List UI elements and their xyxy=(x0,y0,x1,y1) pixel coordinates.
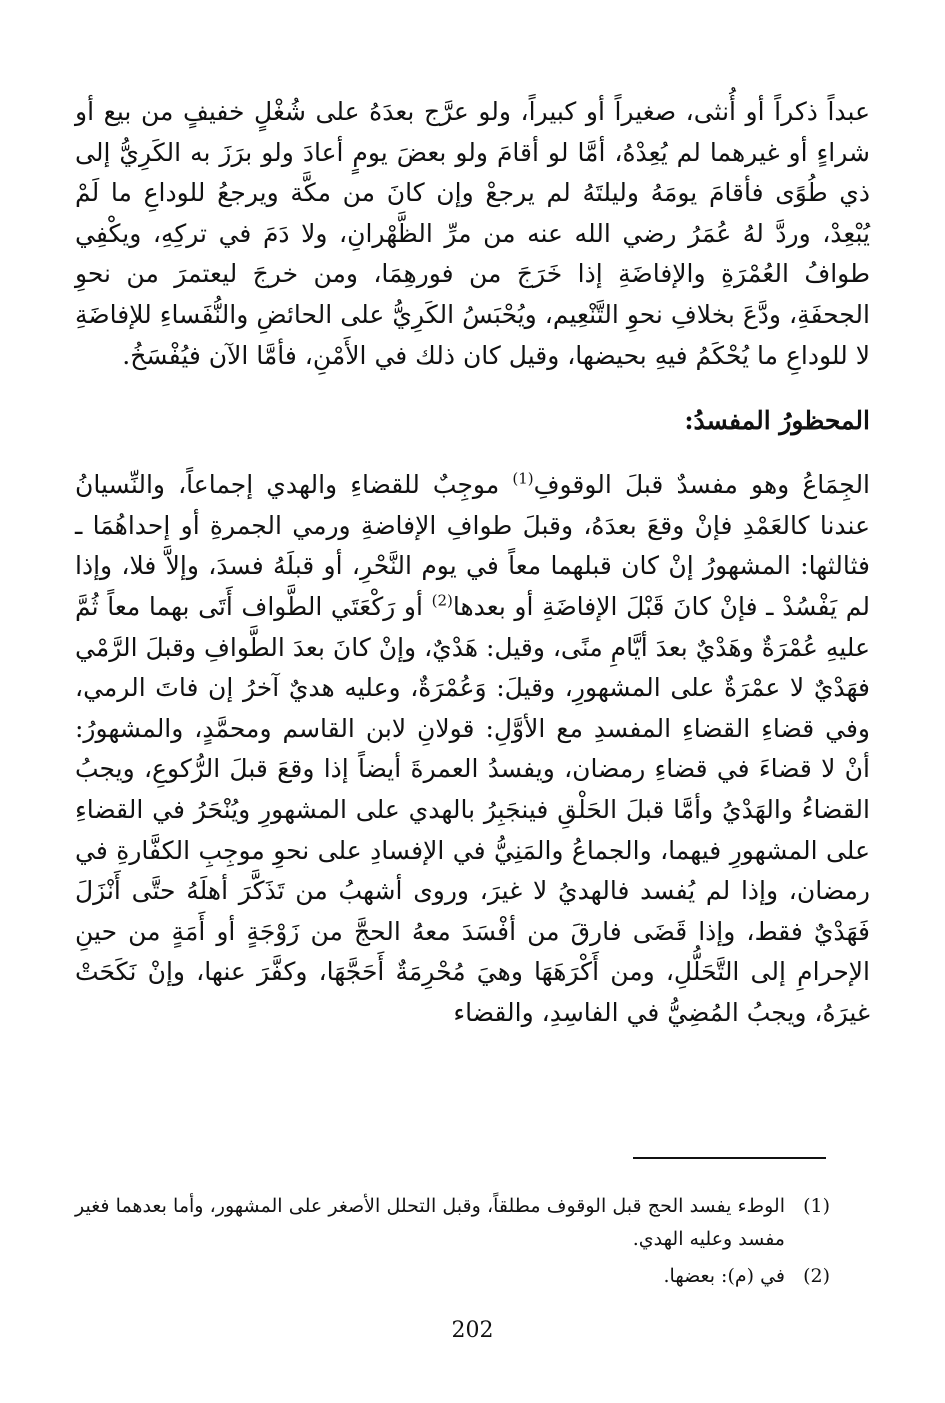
page-content xyxy=(75,92,870,1033)
body-section-1 xyxy=(75,92,870,376)
footnote-item xyxy=(75,1260,830,1293)
paragraph-corrupting-prohibition xyxy=(75,465,870,1033)
paragraph-part-2: موجِبٌ للقضاءِ والهدي إجماعاً، والنِّسيانُ عندنا كالعَمْدِ فإنْ وقعَ بعدَهُ، وقبلَ طوافِ الإفاضةِ ورمي الجمرةِ أو إحداهُمَا ـ فثالثها: المشهورُ إنْ كان قبلهما معاً في يوم النَّحْرِ، أو قبلَهُ فسدَ، وإلاَّ فلا، وإذا لم يَفْسُدْ ـ فإنْ كانَ قَبْلَ الإفاضَةِ أو بعدها xyxy=(75,470,870,621)
paragraph-part-3: أو رَكْعَتَي الطَّواف أَتَى بهما معاً ثُمَّ عليهِ عُمْرَةٌ وهَدْيٌ بعدَ أيَّامِ منًى، وقيل: هَدْيٌ، وإنْ كانَ بعدَ الطَّوافِ وقبلَ الرَّمْي فهَدْيٌ لا عمْرَةٌ على المشهورِ، وقيلَ: وَعُمْرَةٌ، وعليه هديٌ آخرُ إن فاتَ الرمي، وفي قضاءِ القضاءِ المفسدِ مع الأوَّلِ: قولانِ لابن القاسم ومحمَّدٍ، والمشهورُ: أنْ لا قضاءَ في قضاءِ رمضان، ويفسدُ العمرةَ أيضاً إذا وقعَ قبلَ الرُّكوعِ، ويجبُ القضاءُ والهَدْيُ وأمَّا قبلَ الحَلْقِ فينجَبِرُ بالهدي على المشهورِ ويُنْحَرُ في القضاءِ على المشهورِ فيهما، والجماعُ والمَنِيُّ في الإفسادِ على نحوِ موجِبِ الكفَّارةِ في رمضان، وإذا لم يُفسد فالهديُ لا غيرَ، وروى أشهبُ من تَذَكَّرَ أهلَهُ حتَّى أَنْزَلَ فَهَدْيٌ فقط، وإذا قَضَى فارقَ من أفْسَدَ معهُ الحجَّ من زَوْجَةٍ أو أَمَةٍ من حينِ الإحرامِ إلى التَّحَلُّلِ، ومن أَكْرَهَهَا وهيَ مُحْرِمَةٌ أَحَجَّهَا، وكفَّرَ عنها، وإنْ نَكَحَتْ غيرَهُ، ويجبُ المُضِيُّ في الفاسِدِ، والقضاء xyxy=(75,591,870,1027)
footnote-ref-2[interactable]: (2) xyxy=(431,591,453,610)
body-section-2 xyxy=(75,465,870,1033)
footnote-text: في (م): بعضها. xyxy=(663,1265,785,1287)
paragraph-part-1: الجِمَاعُ وهو مفسدٌ قبلَ الوقوفِ xyxy=(533,470,871,500)
footnote-divider xyxy=(633,1157,826,1159)
footnote-item xyxy=(75,1190,830,1256)
section-heading: المحظورُ المفسدُ: xyxy=(684,406,870,436)
footnote-ref-1[interactable]: (1) xyxy=(512,469,534,488)
page-number: 202 xyxy=(451,1318,494,1343)
footnote-number: (2) xyxy=(803,1265,830,1287)
footnote-text: الوطء يفسد الحج قبل الوقوف مطلقاً، وقبل التحلل الأصغر على المشهور، وأما بعدهما فغير مفسد وعليه الهدي. xyxy=(75,1195,785,1250)
footnotes xyxy=(75,1190,830,1297)
paragraph-farewell-tawaf: عبداً ذكراً أو أُنثى، صغيراً أو كبيراً، ولو عرَّج بعدَهُ على شُغْلٍ خفيفٍ من بيع أو شراءٍ أو غيرهما لم يُعِدْهُ، أمَّا لو أقامَ ولو بعضَ يومٍ أعادَ ولو برَزَ به الكَرِيُّ إلى ذي طُوًى فأقامَ يومَهُ وليلتَهُ لم يرجعْ وإن كانَ من مكَّة ويرجعُ للوداعِ ما لَمْ يُبْعِدْ، وردَّ لهُ عُمَرُ رضي الله عنه من مرِّ الظَّهْرانِ، ولا دَمَ في تركِهِ، ويكْفِي طوافُ العُمْرَةِ والإفاضَةِ إذا خَرَجَ من فورهِمَا، ومن خرجَ ليعتمرَ من نحوِ الجحفَةِ، ودَّعَ بخلافِ نحوِ التَّنْعِيم، ويُحْبَسُ الكَرِيُّ على الحائضِ والنُّفَساءِ للإفاضَةِ لا للوداعِ ما يُحْكَمُ فيهِ بحيضها، وقيل كان ذلك في الأَمْنِ، فأمَّا الآن فيُفْسَخُ. xyxy=(75,97,870,370)
footnote-number: (1) xyxy=(803,1195,830,1217)
